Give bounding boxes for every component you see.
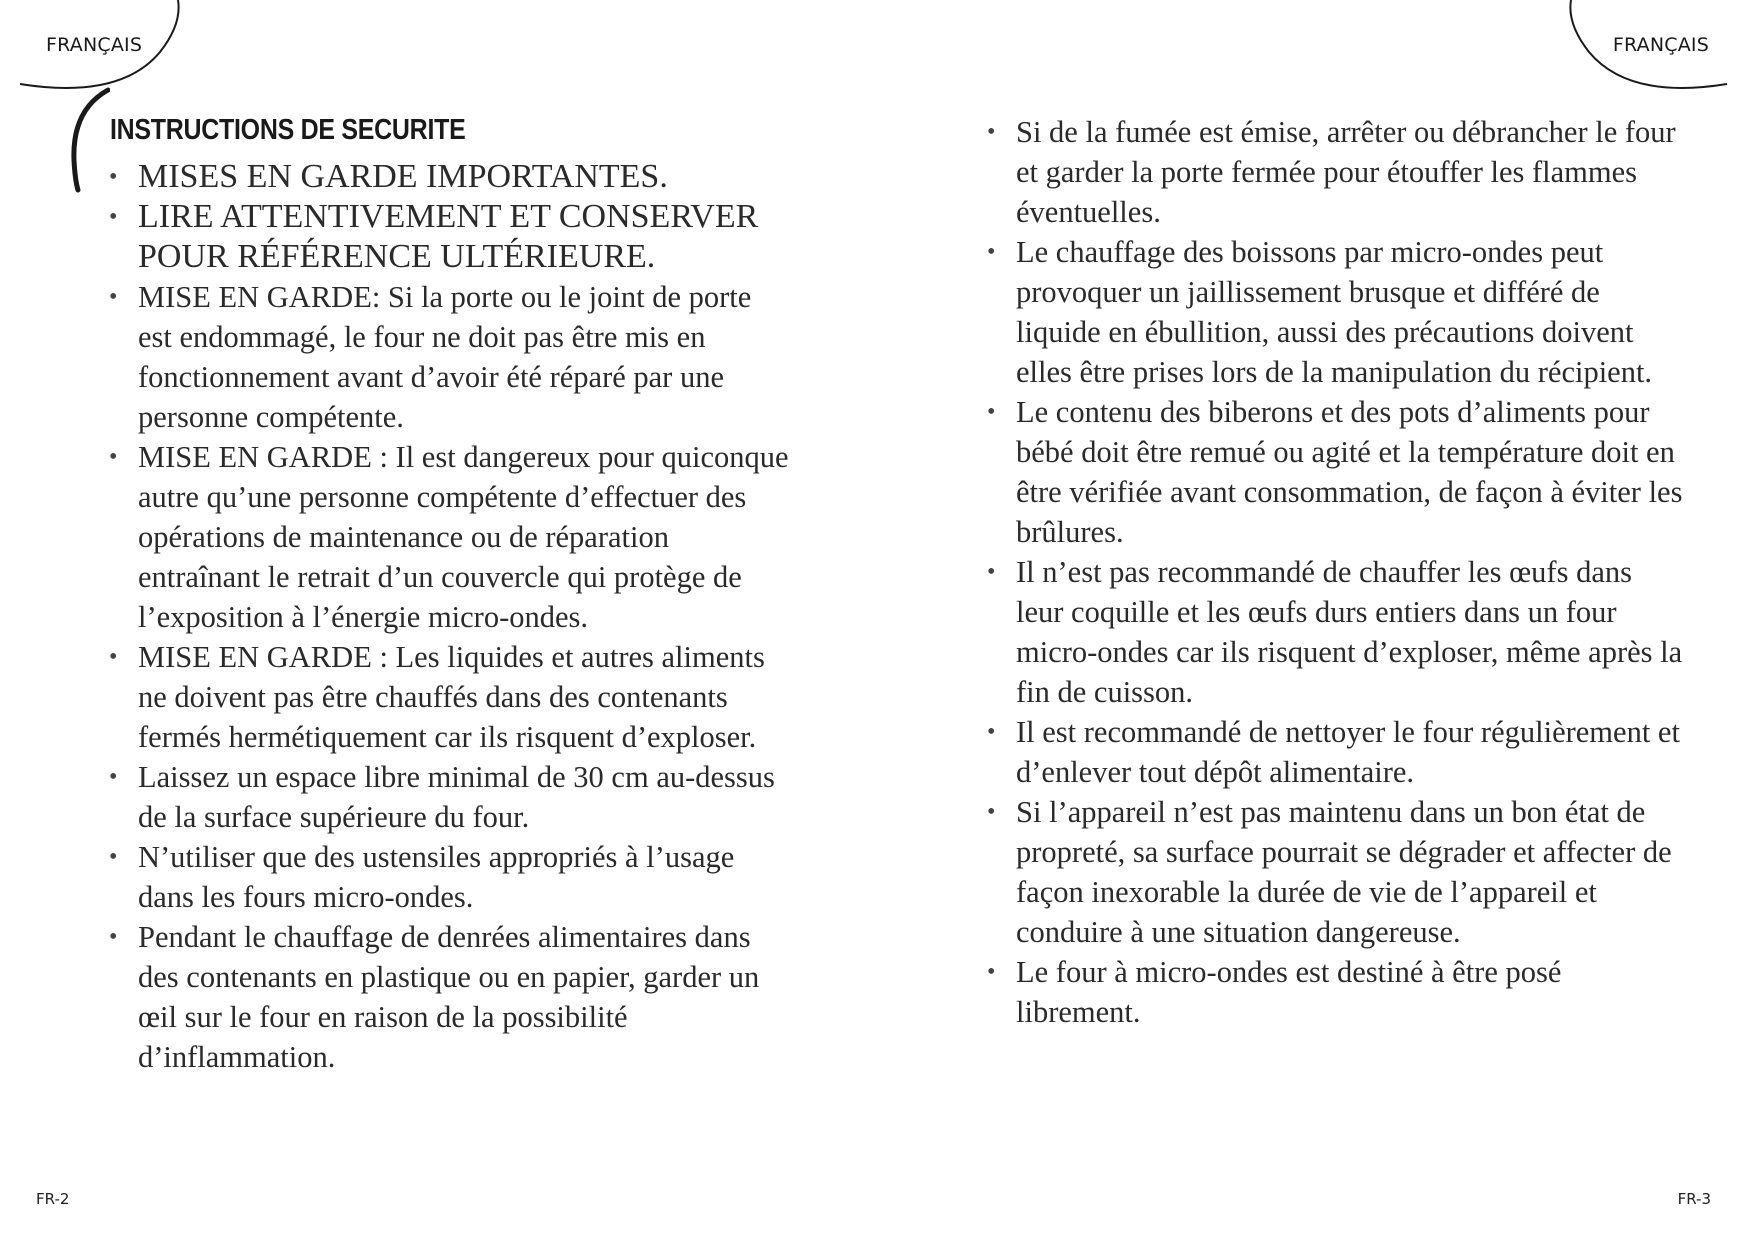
list-item: • Pendant le chauffage de denrées alimentaires dans des contenants en plastique ou en papier, garder un œil sur le four en raison de la possibilité d’inflammation.: [109, 917, 789, 1077]
list-item: • MISE EN GARDE : Il est dangereux pour quiconque autre qu’une personne compétente d’effectuer des opérations de maintenance ou de réparation entraînant le retrait d’un couvercle qui protège de l’exposition à l’énergie micro-ondes.: [109, 437, 789, 637]
list-item: • Il est recommandé de nettoyer le four régulièrement et d’enlever tout dépôt alimentaire.: [987, 712, 1687, 792]
language-label-left: FRANÇAIS: [46, 34, 143, 56]
language-label-right: FRANÇAIS: [1612, 34, 1709, 56]
list-item: • MISE EN GARDE: Si la porte ou le joint de porte est endommagé, le four ne doit pas être mis en fonctionnement avant d’avoir été réparé par une personne compétente.: [109, 277, 789, 437]
right-bullet-list: [987, 112, 1687, 1032]
list-item: • Si l’appareil n’est pas maintenu dans un bon état de propreté, sa surface pourrait se dégrader et affecter de façon inexorable la durée de vie de l’appareil et conduire à une situation dangereuse.: [987, 792, 1687, 952]
left-bullet-list: [109, 157, 789, 1077]
list-item: • MISE EN GARDE : Les liquides et autres aliments ne doivent pas être chauffés dans des contenants fermés hermétiquement car ils risquent d’exploser.: [109, 637, 789, 757]
list-item: • Le chauffage des boissons par micro-ondes peut provoquer un jaillissement brusque et différé de liquide en ébullition, aussi des précautions doivent elles être prises lors de la manipulation du récipient.: [987, 232, 1687, 392]
list-item: • N’utiliser que des ustensiles appropriés à l’usage dans les fours micro-ondes.: [109, 837, 789, 917]
list-item: • MISES EN GARDE IMPORTANTES.: [109, 157, 789, 197]
page-number-left: FR-2: [36, 1190, 70, 1208]
list-item: • Laissez un espace libre minimal de 30 cm au-dessus de la surface supérieure du four.: [109, 757, 789, 837]
page-number-right: FR-3: [1677, 1190, 1711, 1208]
list-item: • LIRE ATTENTIVEMENT ET CONSERVER POUR RÉFÉRENCE ULTÉRIEURE.: [109, 197, 789, 277]
list-item: • Le contenu des biberons et des pots d’aliments pour bébé doit être remué ou agité et la température doit en être vérifiée avant consommation, de façon à éviter les brûlures.: [987, 392, 1687, 552]
list-item: • Si de la fumée est émise, arrêter ou débrancher le four et garder la porte fermée pour étouffer les flammes éventuelles.: [987, 112, 1687, 232]
section-heading: INSTRUCTIONS DE SECURITE: [110, 114, 466, 146]
list-item: • Le four à micro-ondes est destiné à être posé librement.: [987, 952, 1687, 1032]
list-item: • Il n’est pas recommandé de chauffer les œufs dans leur coquille et les œufs durs entiers dans un four micro-ondes car ils risquent d’exploser, même après la fin de cuisson.: [987, 552, 1687, 712]
section-arc-decoration: [70, 86, 110, 196]
